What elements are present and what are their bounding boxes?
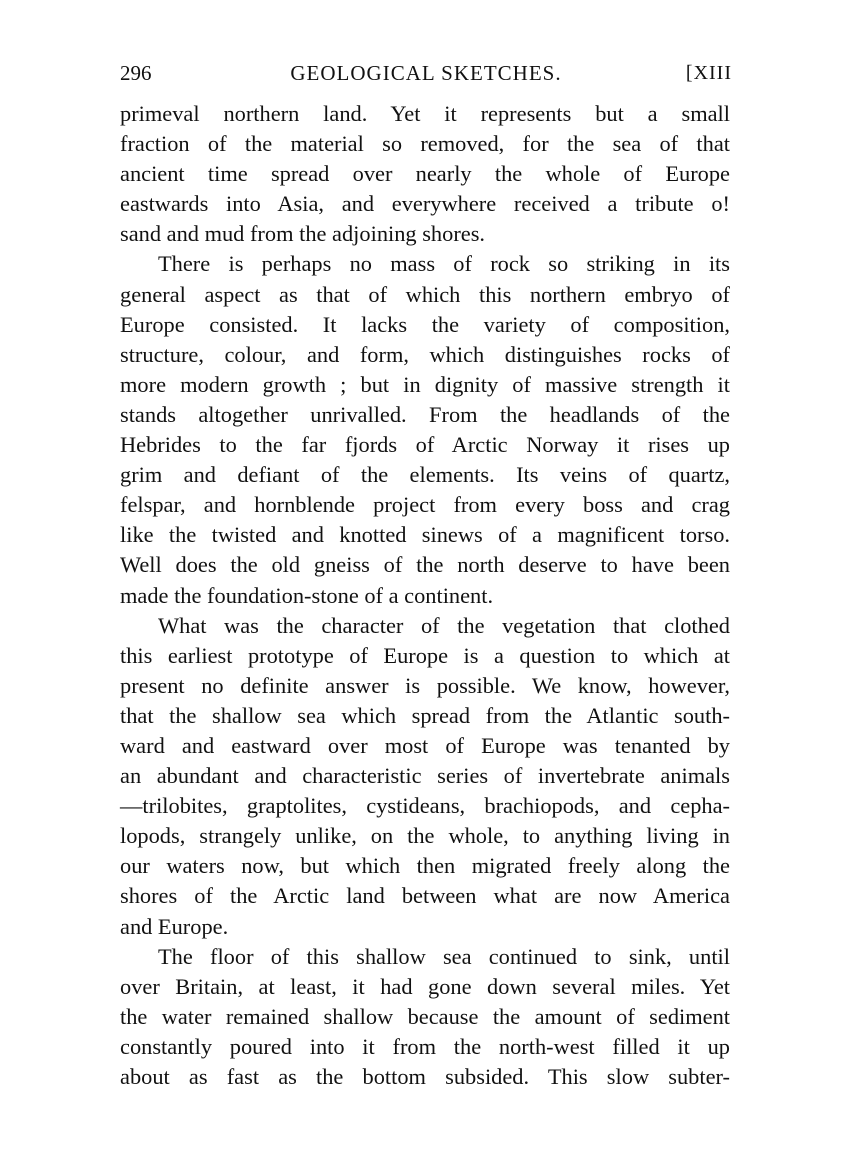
text-line: made the foundation-stone of a continent. [120,582,494,608]
text-line: felspar, and hornblende project from every boss and crag [120,492,730,518]
text-line: Europe consisted. It lacks the variety of composition, [120,311,730,337]
paragraph [120,249,730,610]
text-line: present no definite answer is possible. We know, however, [120,672,730,698]
chapter-marker: [XIII [685,62,732,84]
text-line: grim and defiant of the elements. Its veins of quartz, [120,462,730,488]
text-line: more modern growth ; but in dignity of massive strength it [120,371,730,397]
text-line: shores of the Arctic land between what are now America [120,883,730,909]
text-line: What was the character of the vegetation that clothed [158,612,730,638]
text-line: The floor of this shallow sea continued to sink, until [158,943,730,969]
page-number: 296 [120,61,152,85]
text-line: over Britain, at least, it had gone down several miles. Yet [120,973,730,999]
text-line: ancient time spread over nearly the whole of Europe [120,161,730,187]
paragraph [120,942,730,1092]
text-line: lopods, strangely unlike, on the whole, to anything living in [120,823,730,849]
text-line: sand and mud from the adjoining shores. [120,221,486,247]
text-line: our waters now, but which then migrated freely along the [120,853,730,879]
text-line: an abundant and characteristic series of invertebrate animals [120,763,730,789]
text-line: general aspect as that of which this northern embryo of [120,281,730,307]
text-line: stands altogether unrivalled. From the headlands of the [120,401,730,427]
text-line: constantly poured into it from the north-west filled it up [120,1033,730,1059]
text-line: —trilobites, graptolites, cystideans, brachiopods, and cepha- [120,793,730,819]
text-line: this earliest prototype of Europe is a question to which at [120,642,730,668]
paragraph [120,611,730,942]
text-line: Well does the old gneiss of the north deserve to have been [120,552,730,578]
text-line: like the twisted and knotted sinews of a magnificent torso. [120,522,730,548]
text-line: fraction of the material so removed, for the sea of that [120,131,730,157]
text-line: structure, colour, and form, which distinguishes rocks of [120,341,730,367]
text-line: the water remained shallow because the amount of sediment [120,1003,730,1029]
text-line: ward and eastward over most of Europe was tenanted by [120,732,730,758]
text-line: Hebrides to the far fjords of Arctic Norway it rises up [120,432,730,458]
running-title: GEOLOGICAL SKETCHES. [290,61,562,85]
text-line: and Europe. [120,913,229,939]
text-line: primeval northern land. Yet it represents but a small [120,101,730,126]
body-text [120,99,730,1092]
text-line: about as fast as the bottom subsided. This slow subter- [120,1064,730,1089]
running-header [120,58,732,88]
paragraph [120,99,730,249]
text-line: that the shallow sea which spread from the Atlantic south- [120,702,730,728]
text-line: There is perhaps no mass of rock so striking in its [158,251,730,277]
text-line: eastwards into Asia, and everywhere received a tribute o! [120,191,730,217]
